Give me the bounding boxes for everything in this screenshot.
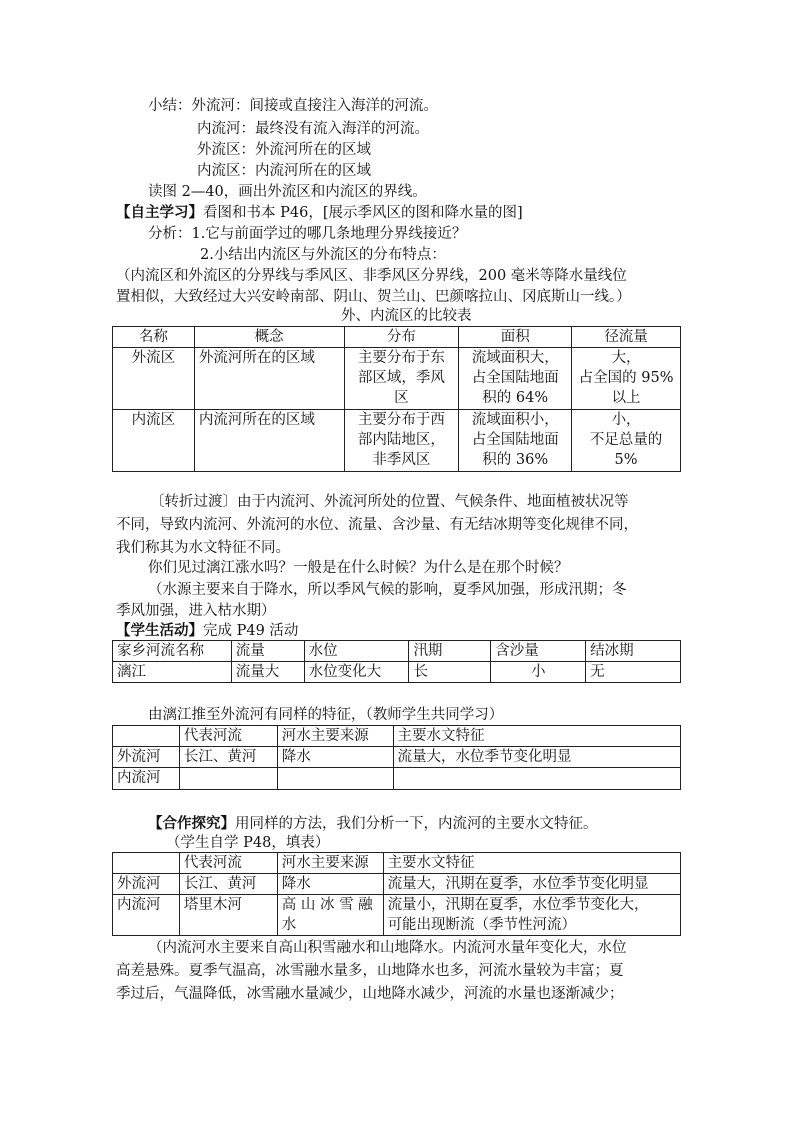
header-cell: 含沙量 (491, 641, 586, 662)
transition-line-1: 〔转折过渡〕由于内流河、外流河所处的位置、气候条件、地面植被状况等 (150, 494, 629, 510)
transition-line-2: 不同，导致内流河、外流河的水位、流量、含沙量、有无结冰期等变化规律不同， (116, 517, 638, 533)
self-study-q1: 分析：1.它与前面学过的哪几条地理分界线接近？ (148, 226, 467, 242)
table-cell: 长 (409, 662, 491, 683)
table-cell: 长江、黄河 (179, 874, 277, 895)
transition-line-4: 你们见过漓江涨水吗？一般是在什么时候？为什么是在那个时候？ (148, 560, 569, 576)
table-cell: 流域面积小， 占全国陆地面 积的 36% (459, 410, 572, 472)
coop-sub: （学生自学 P48，填表） (166, 835, 330, 851)
self-study-q2: 2.小结出内流区与外流区的分布特点： (200, 247, 446, 263)
table-header-row (113, 327, 681, 348)
transition-line-3: 我们称其为水文特征不同。 (116, 540, 290, 556)
summary-line-2: 内流河：最终没有流入海洋的河流。 (197, 121, 429, 137)
table-cell: 长江、黄河 (179, 747, 277, 768)
table-row (113, 895, 681, 936)
self-study-line (116, 203, 523, 223)
header-cell: 流量 (231, 641, 304, 662)
self-study-text: 看图和书本 P46，[展示季风区的图和降水量的图] (203, 205, 523, 221)
table-cell: 外流河 (113, 874, 180, 895)
header-cell: 结冰期 (586, 641, 681, 662)
self-study-tag: 【自主学习】 (116, 204, 203, 221)
table-cell: 外流河所在的区域 (194, 348, 344, 410)
header-cell: 河水主要来源 (277, 853, 383, 874)
self-study-answer-2: 置相似，大致经过大兴安岭南部、阴山、贺兰山、巴颜喀拉山、冈底斯山一线。） (116, 289, 631, 305)
table-cell: 外流河 (113, 747, 180, 768)
table-cell: 主要分布于西 部内陆地区， 非季风区 (344, 410, 459, 472)
header-cell: 主要水文特征 (383, 853, 680, 874)
table-cell: 高 山 冰 雪 融 水 (277, 895, 383, 936)
closing-line-2: 高差悬殊。夏季气温高，冰雪融水量多，山地降水也多，河流水量较为丰富；夏 (116, 963, 624, 979)
table-cell (393, 768, 680, 790)
header-cell: 概念 (194, 327, 344, 348)
self-study-answer-1: （内流区和外流区的分界线与季风区、非季风区分界线，200 毫米等降水量线位 (116, 268, 627, 284)
table-cell: 主要分布于东 部区域，季风 区 (344, 348, 459, 410)
closing-line-1: （内流河水主要来自高山积雪融水和山地降水。内流河水量年变化大，水位 (148, 940, 627, 956)
header-cell: 水位 (304, 641, 409, 662)
table-cell: 内流河 (113, 768, 180, 790)
transition-line-6: 季风加强，进入枯水期） (116, 603, 276, 619)
coop-line (148, 814, 598, 834)
activity-text: 完成 P49 活动 (203, 623, 299, 639)
table-cell: 流量大 (231, 662, 304, 683)
table-cell: 内流河 (113, 895, 180, 936)
table-cell: 漓江 (113, 662, 232, 683)
table-cell: 降水 (277, 747, 393, 768)
compare-table-title: 外、内流区的比较表 (341, 308, 472, 324)
activity-table (112, 640, 681, 683)
table-cell: 流量大，水位季节变化明显 (393, 747, 680, 768)
table-cell: 无 (586, 662, 681, 683)
table-cell: 外流区 (113, 348, 195, 410)
summary-line-4: 内流区：内流河所在的区域 (197, 163, 371, 179)
summary-line-3: 外流区：外流河所在的区域 (197, 142, 371, 158)
table-header-row (113, 853, 681, 874)
coop-text: 用同样的方法，我们分析一下，内流河的主要水文特征。 (235, 816, 598, 832)
infer-table (112, 725, 681, 790)
table-header-row (113, 726, 681, 747)
header-cell: 径流量 (572, 327, 681, 348)
header-cell: 家乡河流名称 (113, 641, 232, 662)
table-cell: 流量小，汛期在夏季，水位季节变化大， 可能出现断流（季节性河流） (383, 895, 680, 936)
table-header-row (113, 641, 681, 662)
header-cell: 河水主要来源 (277, 726, 393, 747)
header-cell: 名称 (113, 327, 195, 348)
table-cell: 降水 (277, 874, 383, 895)
table-row (113, 747, 681, 768)
coop-tag: 【合作探究】 (148, 815, 235, 832)
coop-table (112, 852, 681, 936)
table-row (113, 410, 681, 472)
compare-table (112, 326, 681, 472)
transition-line-5: （水源主要来自于降水，所以季风气候的影响，夏季风加强，形成汛期；冬 (148, 582, 627, 598)
header-cell: 代表河流 (179, 726, 277, 747)
infer-text: 由漓江推至外流河有同样的特征，（教师学生共同学习） (148, 707, 504, 723)
table-cell: 大， 占全国的 95% 以上 (572, 348, 681, 410)
header-cell: 主要水文特征 (393, 726, 680, 747)
table-cell: 塔里木河 (179, 895, 277, 936)
activity-tag: 【学生活动】 (116, 622, 203, 639)
header-cell: 汛期 (409, 641, 491, 662)
table-row (113, 348, 681, 410)
summary-line-1: 小结：外流河：间接或直接注入海洋的河流。 (148, 98, 438, 114)
table-cell: 小 (491, 662, 586, 683)
table-row (113, 768, 681, 790)
header-cell: 分布 (344, 327, 459, 348)
table-row (113, 662, 681, 683)
summary-line-5: 读图 2—40，画出外流区和内流区的界线。 (148, 184, 427, 200)
table-cell (277, 768, 393, 790)
header-cell (113, 853, 180, 874)
table-cell: 流域面积大， 占全国陆地面 积的 64% (459, 348, 572, 410)
table-row (113, 874, 681, 895)
header-cell (113, 726, 180, 747)
table-cell: 流量大，汛期在夏季，水位季节变化明显 (383, 874, 680, 895)
table-cell: 水位变化大 (304, 662, 409, 683)
table-cell: 小， 不足总量的 5% (572, 410, 681, 472)
header-cell: 代表河流 (179, 853, 277, 874)
activity-line (116, 621, 298, 641)
table-cell (179, 768, 277, 790)
closing-line-3: 季过后，气温降低，冰雪融水量减少，山地降水减少，河流的水量也逐渐减少； (116, 986, 624, 1002)
table-cell: 内流区 (113, 410, 195, 472)
table-cell: 内流河所在的区域 (194, 410, 344, 472)
header-cell: 面积 (459, 327, 572, 348)
